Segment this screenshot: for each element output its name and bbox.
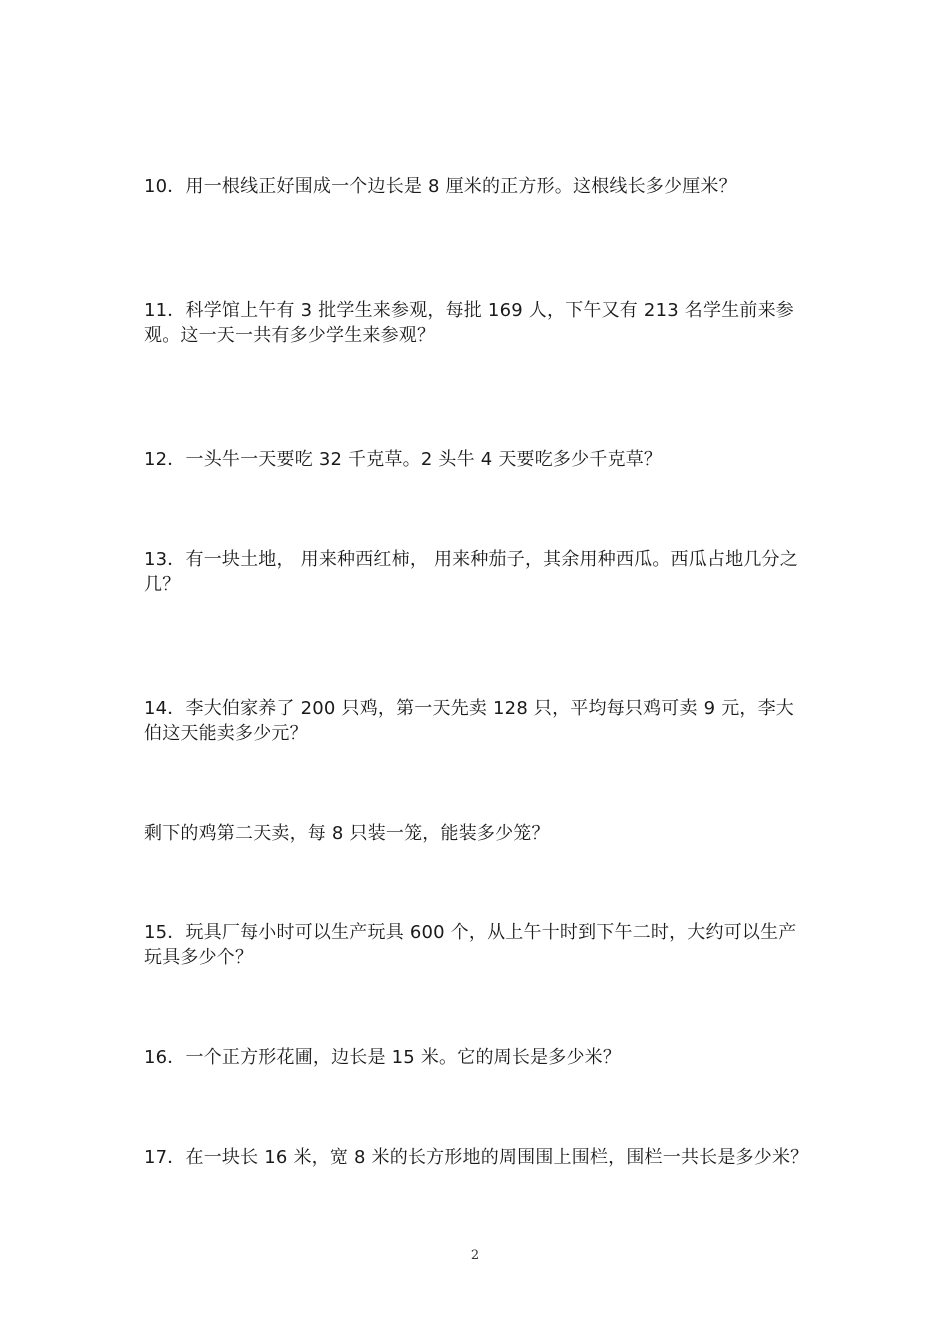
problem-16: 16．一个正方形花圃，边长是 15 米。它的周长是多少米？ bbox=[144, 1047, 622, 1068]
problem-11: 11．科学馆上午有 3 批学生来参观，每批 169 人，下午又有 213 名学生前来参观。这一天一共有多少学生来参观？ bbox=[144, 300, 794, 346]
problem-12: 12．一头牛一天要吃 32 千克草。2 头牛 4 天要吃多少千克草？ bbox=[144, 449, 663, 470]
problem-17: 17．在一块长 16 米，宽 8 米的长方形地的周围围上围栏，围栏一共长是多少米？ bbox=[144, 1147, 809, 1168]
problem-15: 15．玩具厂每小时可以生产玩具 600 个，从上午十时到下午二时，大约可以生产玩具多少个？ bbox=[144, 922, 797, 968]
page-number: 2 bbox=[470, 1248, 480, 1263]
problem-14: 14．李大伯家养了 200 只鸡，第一天先卖 128 只，平均每只鸡可卖 9 元，李大伯这天能卖多少元？ bbox=[144, 698, 794, 744]
problem-13: 13．有一块土地， 用来种西红柿， 用来种茄子，其余用种西瓜。西瓜占地几分之几？ bbox=[144, 549, 798, 595]
problem-14-followup: 剩下的鸡第二天卖，每 8 只装一笼，能装多少笼？ bbox=[144, 823, 550, 844]
problem-10: 10．用一根线正好围成一个边长是 8 厘米的正方形。这根线长多少厘米？ bbox=[144, 176, 737, 197]
